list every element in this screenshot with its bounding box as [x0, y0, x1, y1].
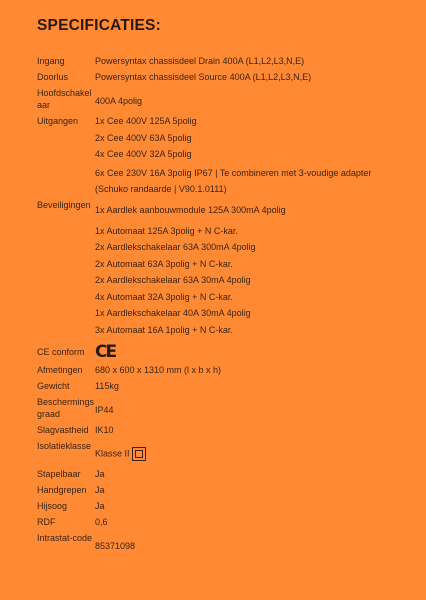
spec-row-doorlus — [37, 71, 397, 87]
spec-row-beveiligingen — [37, 199, 397, 341]
spec-row-gewicht — [37, 380, 397, 396]
spec-label: Beveiligingen — [37, 199, 91, 210]
spec-row-stapelbaar — [37, 468, 397, 484]
spec-value: 680 x 600 x 1310 mm (l x b x h) — [95, 365, 222, 375]
spec-value: IP44 — [95, 405, 114, 415]
spec-row-slagvastheid — [37, 424, 397, 440]
spec-label: Intrastat-code — [37, 533, 93, 543]
spec-value: 0,6 — [95, 517, 108, 527]
spec-label: Doorlus — [37, 72, 69, 82]
spec-value: 85371098 — [95, 541, 136, 551]
spec-value: Powersyntax chassisdeel Source 400A (L1,L2,L3,N,E) — [95, 72, 312, 82]
spec-row-beschermingsgraad — [37, 396, 397, 424]
spec-label: Beschermingsgraad — [37, 397, 95, 419]
spec-label: RDF — [37, 517, 56, 527]
spec-value: IK10 — [95, 425, 114, 435]
spec-row-uitgangen — [37, 115, 397, 199]
spec-row-afmetingen — [37, 364, 397, 380]
spec-label: Hoofdschakelaar — [37, 88, 92, 110]
spec-label: Stapelbaar — [37, 469, 81, 479]
ce-mark-icon: CE — [95, 342, 116, 362]
spec-label: Afmetingen — [37, 365, 83, 375]
page-title: SPECIFICATIES: — [37, 17, 161, 34]
spec-label: Ingang — [37, 56, 65, 66]
spec-table — [37, 55, 397, 560]
spec-value: Ja — [95, 485, 105, 495]
spec-label: Isolatieklasse — [37, 441, 92, 451]
spec-value: 400A 4polig — [95, 96, 143, 106]
spec-row-handgrepen — [37, 484, 397, 500]
spec-label: Gewicht — [37, 381, 70, 391]
spec-value: Powersyntax chassisdeel Drain 400A (L1,L2,L3,N,E) — [95, 56, 305, 66]
spec-label: Uitgangen — [37, 116, 79, 126]
spec-label: CE conform — [37, 347, 85, 357]
spec-row-ingang — [37, 55, 397, 71]
spec-value: 1x Aardlek aanbouwmodule 125A 300mA 4polig 1x Automaat 125A 3polig + N C-kar. 2x Aardlekschakelaar 63A 300mA 4polig 2x Automaat 63A 3polig + N C-kar. 2x Aardlekschakelaar 63A 30mA 4polig 4x Automaat 32A 3polig + N C-kar. 1x Aardlekschakelaar 40A 30mA 4polig 3x Automaat 16A 1polig + N C-kar. — [95, 204, 286, 335]
spec-value: Ja — [95, 469, 105, 479]
spec-row-isolatieklasse — [37, 440, 397, 468]
spec-value: Ja — [95, 501, 105, 511]
spec-row-ce — [37, 340, 397, 364]
spec-value — [95, 340, 397, 364]
spec-row-rdf — [37, 516, 397, 532]
spec-value: Klasse II — [95, 440, 397, 468]
spec-row-intrastat — [37, 532, 397, 560]
double-square-icon — [132, 447, 146, 461]
spec-label: Hijsoog — [37, 501, 68, 511]
spec-row-hoofdschakelaar — [37, 87, 397, 115]
spec-label: Slagvastheid — [37, 425, 89, 435]
spec-value: 1x Cee 400V 125A 5polig 2x Cee 400V 63A 5polig 4x Cee 400V 32A 5polig 6x Cee 230V 16A 3polig IP67 | Te combineren met 3-voudige adapter (Schuko randaarde | V90.1.0111) — [95, 116, 372, 194]
spec-row-hijsoog — [37, 500, 397, 516]
spec-value: 115kg — [95, 381, 119, 391]
spec-label: Handgrepen — [37, 485, 87, 495]
